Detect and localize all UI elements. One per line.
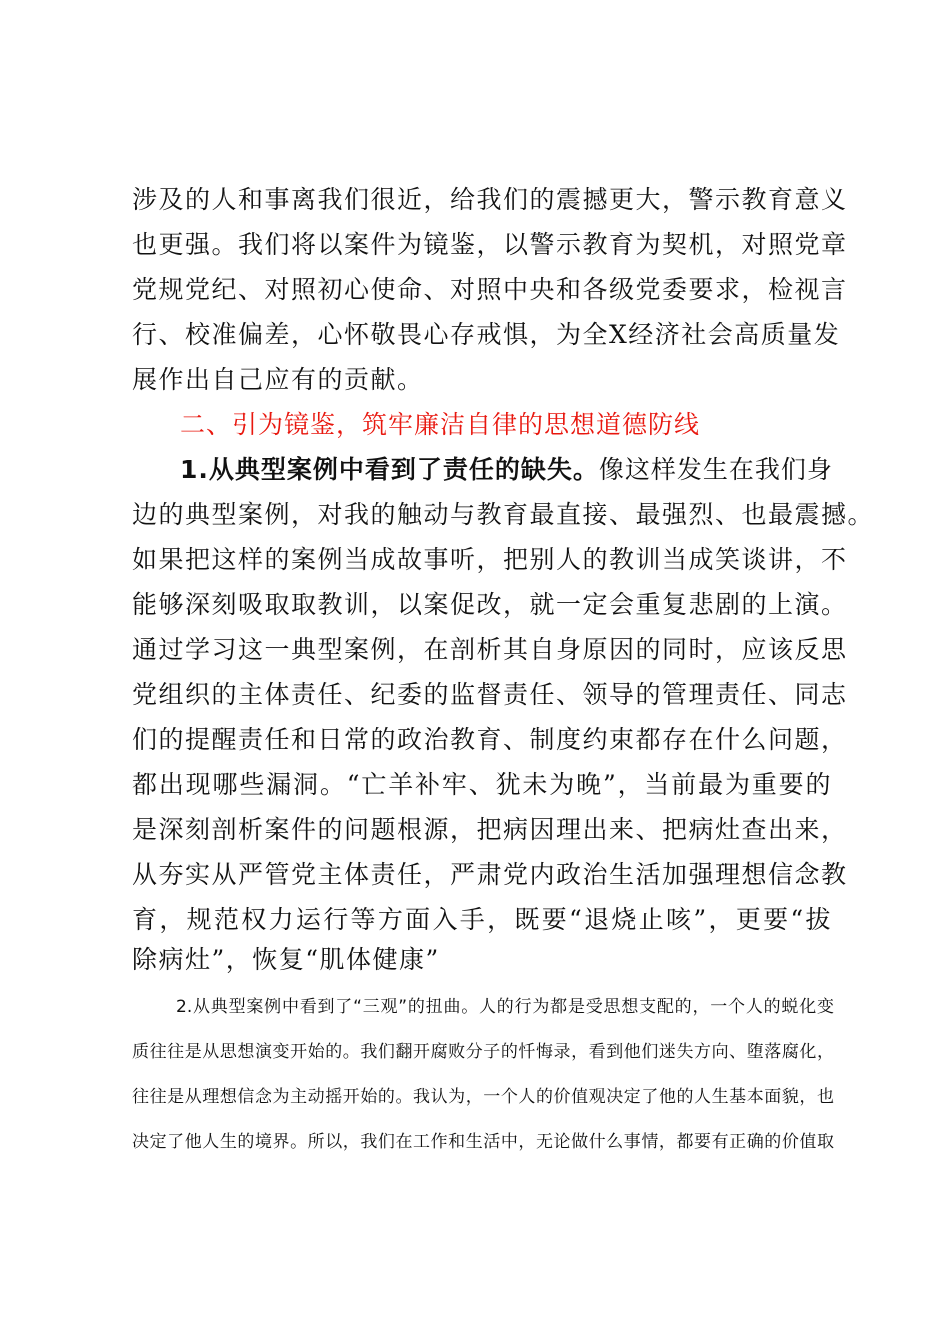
- body-line: 涉及的人和事离我们很近，给我们的震撼更大，警示教育意义: [132, 185, 848, 214]
- body-line: 们的提醒责任和日常的政治教育、制度约束都存在什么问题，: [132, 725, 848, 754]
- body-line: 都出现哪些漏洞。“亡羊补牢、犹未为晚”，当前最为重要的: [132, 770, 832, 799]
- section-heading: 二、引为镜鉴，筑牢廉洁自律的思想道德防线: [180, 410, 701, 439]
- body-line: 从夯实从严管党主体责任，严肃党内政治生活加强理想信念教: [132, 860, 848, 889]
- point-2-line: 2.从典型案例中看到了“三观”的扭曲。人的行为都是受思想支配的，一个人的蜕化变: [176, 997, 834, 1017]
- body-line: 行、校准偏差，心怀敬畏心存戒惧，为全X经济社会高质量发: [132, 320, 841, 349]
- body-line: 除病灶”，恢复“肌体健康”: [132, 945, 440, 974]
- body-line: 边的典型案例，对我的触动与教育最直接、最强烈、也最震撼。: [132, 500, 875, 529]
- body-line: 通过学习这一典型案例，在剖析其自身原因的同时，应该反思: [132, 635, 848, 664]
- body-line: 是深刻剖析案件的问题根源，把病因理出来、把病灶查出来，: [132, 815, 848, 844]
- point-2-line: 质往往是从思想演变开始的。我们翻开腐败分子的忏悔录，看到他们迷失方向、堕落腐化，: [132, 1042, 834, 1062]
- point-1-lead: 1.从典型案例中看到了责任的缺失。: [180, 455, 599, 484]
- point-2-line: 往往是从理想信念为主动摇开始的。我认为，一个人的价值观决定了他的人生基本面貌，也: [132, 1087, 834, 1107]
- point-1-first-line-rest: 像这样发生在我们身: [598, 455, 833, 484]
- body-line: 育，规范权力运行等方面入手，既要“退烧止咳”，更要“拔: [132, 905, 832, 934]
- body-line: 党组织的主体责任、纪委的监督责任、领导的管理责任、同志: [132, 680, 848, 709]
- body-line: 展作出自己应有的贡献。: [132, 365, 424, 394]
- body-line: 党规党纪、对照初心使命、对照中央和各级党委要求，检视言: [132, 275, 848, 304]
- point-1-first-line: [180, 455, 832, 485]
- body-line: 如果把这样的案例当成故事听，把别人的教训当成笑谈讲，不: [132, 545, 848, 574]
- body-line: 也更强。我们将以案件为镜鉴，以警示教育为契机，对照党章: [132, 230, 848, 259]
- point-2-line: 决定了他人生的境界。所以，我们在工作和生活中，无论做什么事情，都要有正确的价值取: [132, 1132, 834, 1152]
- body-line: 能够深刻吸取取教训，以案促改，就一定会重复悲剧的上演。: [132, 590, 848, 619]
